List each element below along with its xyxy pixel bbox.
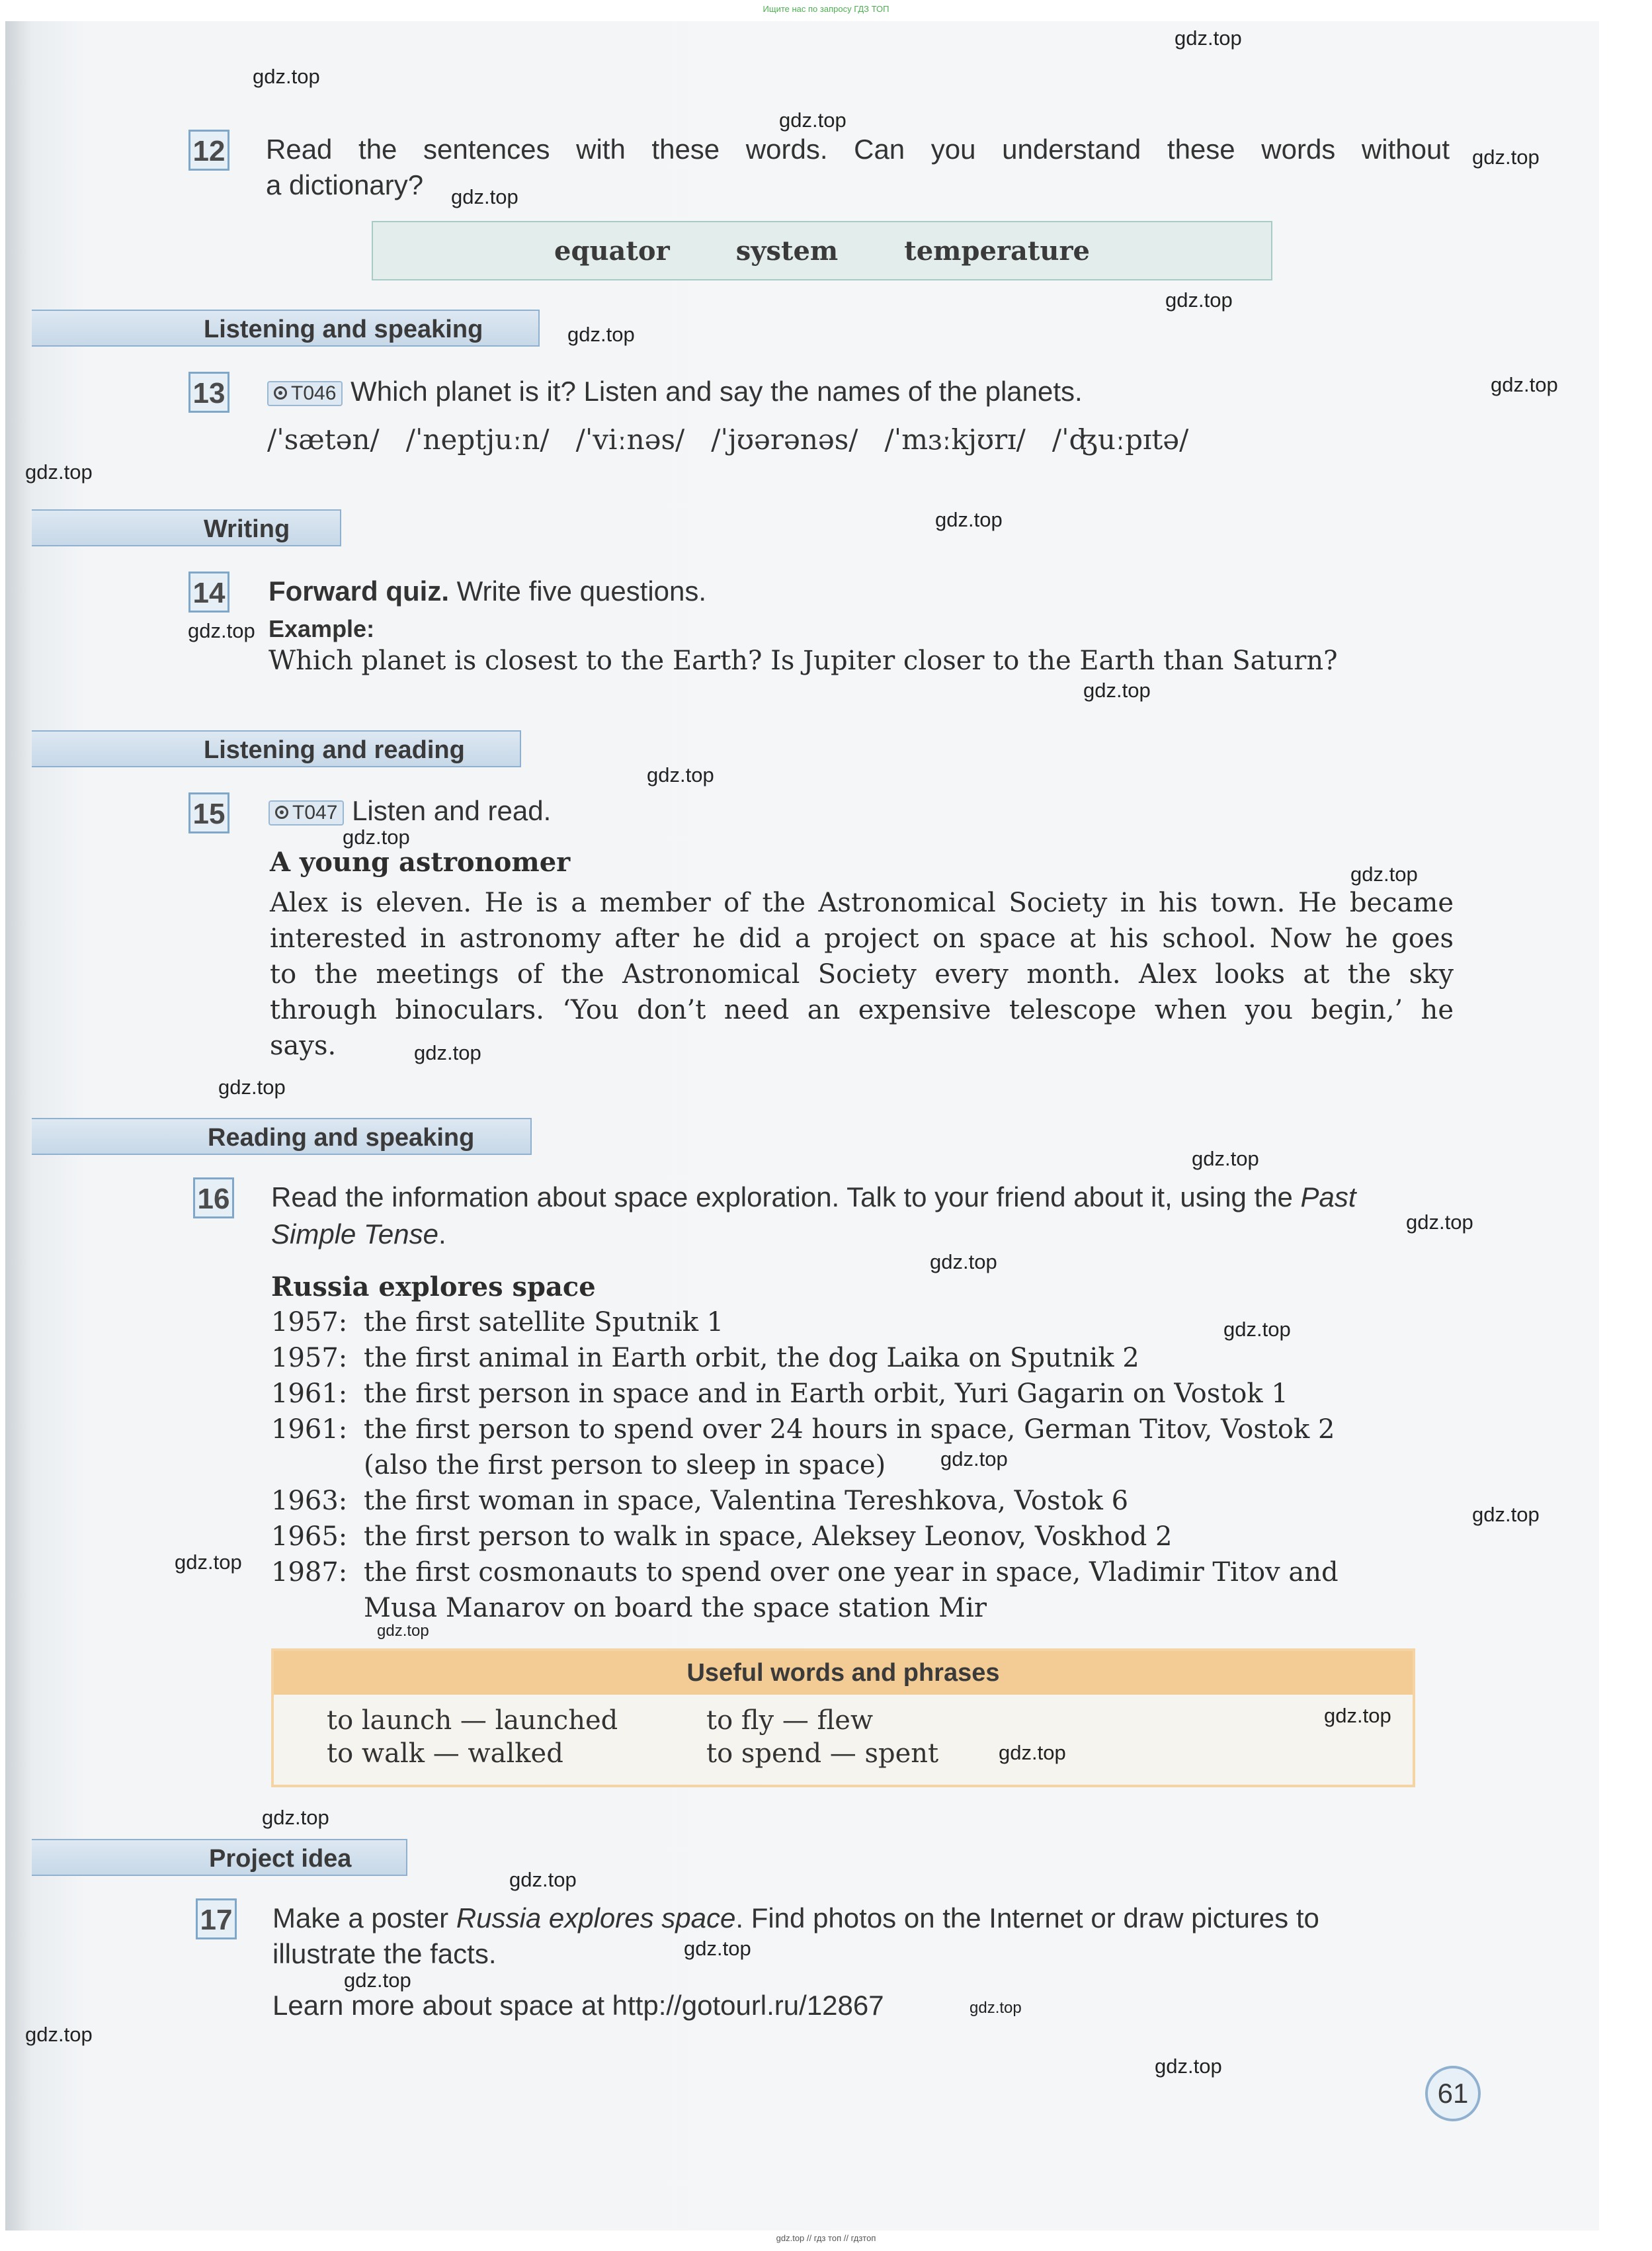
ex15-instruction: Listen and read. (352, 795, 552, 826)
ex17-learn-more-link[interactable]: Learn more about space at http://gotourl.ru/12867 (272, 1990, 884, 2021)
timeline-text: the first person to spend over 24 hours in space, German Titov, Vostok 2 (364, 1414, 1335, 1445)
watermark-text: gdz.top (1350, 863, 1418, 886)
watermark-text: gdz.top (1083, 679, 1151, 702)
phonetic-jupiter: /ˈʤuːpɪtə/ (1052, 423, 1189, 456)
watermark-text: gdz.top (1223, 1318, 1291, 1341)
footer-note: gdz.top // гдз топ // гдзтоп (776, 2233, 876, 2243)
timeline-text: the first woman in space, Valentina Tereshkova, Vostok 6 (364, 1486, 1129, 1516)
watermark-text: gdz.top (218, 1076, 286, 1099)
timeline-text: the first satellite Sputnik 1 (364, 1307, 724, 1338)
watermark-text: gdz.top (935, 508, 1003, 531)
ex15-line (268, 795, 551, 827)
ex12-instruction-line2: a dictionary? (266, 169, 424, 200)
ex17-poster-title: Russia explores space (456, 1902, 736, 1933)
watermark-text: gdz.top (377, 1622, 429, 1640)
section-writing: Writing (32, 509, 341, 546)
watermark-text: gdz.top (1165, 288, 1233, 312)
watermark-text: gdz.top (262, 1806, 329, 1829)
ex13-instruction: Which planet is it? Listen and say the names of the planets. (351, 376, 1083, 407)
watermark-text: gdz.top (1491, 373, 1558, 396)
timeline-entry (271, 1379, 1288, 1409)
ex16-period: . (438, 1218, 446, 1250)
useful-phrases-title: Useful words and phrases (274, 1651, 1413, 1695)
watermark-text: gdz.top (25, 460, 93, 484)
timeline-text: the first person in space and in Earth orbit, Yuri Gagarin on Vostok 1 (364, 1379, 1288, 1409)
timeline-year: 1963: (271, 1486, 348, 1516)
phonetic-uranus: /ˈjʊərənəs/ (711, 423, 858, 456)
page-number: 61 (1425, 2066, 1481, 2121)
ex17-text-rest: . Find photos on the Internet or draw pictures to (735, 1902, 1319, 1933)
timeline-year: 1957: (271, 1307, 348, 1338)
ex17-instruction-line1 (272, 1902, 1319, 1934)
ex15-text-line: says. (270, 1031, 337, 1061)
timeline-entry (271, 1486, 1128, 1516)
exercise-number-15: 15 (188, 792, 229, 833)
useful-phrase: to walk — walked (327, 1738, 563, 1769)
section-project-idea: Project idea (32, 1839, 407, 1876)
useful-phrase: to launch — launched (327, 1705, 618, 1736)
watermark-text: gdz.top (930, 1250, 997, 1273)
ex16-title: Russia explores space (271, 1271, 596, 1302)
ex17-text: Make a poster (272, 1902, 449, 1933)
word-equator: equator (554, 235, 670, 267)
section-reading-speaking: Reading and speaking (32, 1118, 532, 1155)
cd-icon (274, 386, 287, 400)
timeline-year: 1961: (271, 1414, 348, 1445)
phonetics-row (267, 423, 1188, 456)
ex14-example: Which planet is closest to the Earth? Is Jupiter closer to the Earth than Saturn? (268, 646, 1338, 676)
track-id: T046 (291, 382, 337, 404)
ex14-instruction: Write five questions. (456, 575, 707, 607)
ex16-instruction-italic: Past (1300, 1181, 1356, 1212)
useful-phrase: to fly — flew (706, 1705, 874, 1736)
ex16-instruction-line2 (271, 1218, 446, 1250)
watermark-text: gdz.top (253, 65, 320, 88)
watermark-text: gdz.top (567, 323, 635, 346)
watermark-text: gdz.top (175, 1550, 242, 1574)
timeline-year: 1965: (271, 1521, 348, 1552)
watermark-text: gdz.top (1324, 1704, 1391, 1727)
watermark-text: gdz.top (779, 108, 847, 132)
ex15-title: A young astronomer (270, 847, 571, 878)
ex15-text-line: Alex is eleven. He is a member of the Astronomical Society in his town. He became (270, 888, 1454, 918)
vocabulary-box (372, 221, 1272, 280)
timeline-year: 1961: (271, 1379, 348, 1409)
ex15-text-line: to the meetings of the Astronomical Society every month. Alex looks at the sky (270, 959, 1454, 990)
timeline-entry (271, 1521, 1173, 1552)
watermark-text: gdz.top (1472, 146, 1540, 169)
ex14-title: Forward quiz. (268, 575, 449, 607)
timeline-entry (271, 1450, 886, 1480)
ex14-line (268, 575, 706, 607)
ex14-example-label: Example: (268, 615, 375, 642)
header-note: Ищите нас по запросу ГДЗ ТОП (763, 4, 889, 14)
exercise-number-14: 14 (188, 572, 229, 613)
ex12-instruction-line1: Read the sentences with these words. Can you understand these words without (266, 134, 1450, 165)
timeline-text: the first person to walk in space, Aleksey Leonov, Voskhod 2 (364, 1521, 1173, 1552)
section-listening-reading: Listening and reading (32, 730, 521, 767)
watermark-text: gdz.top (970, 1999, 1022, 2017)
phonetic-saturn: /ˈsætən/ (267, 423, 380, 456)
timeline-text: (also the first person to sleep in space) (364, 1450, 886, 1480)
watermark-text: gdz.top (1472, 1503, 1540, 1526)
watermark-text: gdz.top (1406, 1210, 1473, 1234)
audio-track-badge[interactable] (267, 381, 343, 406)
watermark-text: gdz.top (451, 185, 518, 208)
watermark-text: gdz.top (343, 826, 410, 849)
timeline-year: 1987: (271, 1557, 348, 1588)
audio-track-badge[interactable] (268, 800, 344, 826)
watermark-text: gdz.top (188, 619, 255, 642)
phonetic-mercury: /ˈmɜːkjʊrɪ/ (884, 423, 1026, 456)
timeline-text: Musa Manarov on board the space station Mir (364, 1593, 987, 1623)
cd-icon (275, 806, 288, 819)
timeline-entry (271, 1414, 1335, 1445)
exercise-number-17: 17 (196, 1898, 237, 1939)
watermark-text: gdz.top (25, 2023, 93, 2046)
timeline-entry (271, 1343, 1139, 1373)
watermark-text: gdz.top (999, 1741, 1066, 1764)
timeline-text: the first cosmonauts to spend over one year in space, Vladimir Titov and (364, 1557, 1339, 1588)
useful-phrases-box (271, 1648, 1415, 1787)
watermark-text: gdz.top (344, 1969, 411, 1992)
watermark-text: gdz.top (414, 1041, 481, 1064)
ex13-line (267, 376, 1083, 407)
exercise-number-13: 13 (188, 372, 229, 413)
ex17-instruction-line2: illustrate the facts. (272, 1938, 497, 1969)
ex16-instruction-line1 (271, 1181, 1356, 1213)
timeline-year: 1957: (271, 1343, 348, 1373)
ex16-tense: Simple Tense (271, 1218, 438, 1250)
word-system: system (735, 235, 839, 267)
timeline-entry (271, 1557, 1339, 1588)
ex16-instruction-text: Read the information about space exploration. Talk to your friend about it, using the (271, 1181, 1293, 1212)
timeline-entry (271, 1593, 987, 1623)
phonetic-neptune: /ˈneptjuːn/ (405, 423, 550, 456)
watermark-text: gdz.top (647, 763, 714, 786)
track-id: T047 (292, 801, 338, 824)
exercise-number-16: 16 (193, 1177, 234, 1218)
watermark-text: gdz.top (684, 1937, 751, 1960)
watermark-text: gdz.top (509, 1868, 577, 1891)
watermark-text: gdz.top (940, 1447, 1008, 1470)
section-listening-speaking: Listening and speaking (32, 310, 540, 347)
timeline-entry (271, 1307, 723, 1338)
useful-phrase: to spend — spent (706, 1738, 939, 1769)
phonetic-venus: /ˈviːnəs/ (575, 423, 685, 456)
exercise-number-12: 12 (188, 130, 229, 171)
ex15-text-line: through binoculars. ‘You don’t need an expensive telescope when you begin,’ he (270, 995, 1454, 1025)
watermark-text: gdz.top (1155, 2055, 1222, 2078)
timeline-text: the first animal in Earth orbit, the dog Laika on Sputnik 2 (364, 1343, 1139, 1373)
watermark-text: gdz.top (1192, 1147, 1259, 1170)
word-temperature: temperature (904, 235, 1090, 267)
watermark-text: gdz.top (1175, 26, 1242, 50)
ex15-text-line: interested in astronomy after he did a project on space at his school. Now he goes (270, 923, 1454, 954)
